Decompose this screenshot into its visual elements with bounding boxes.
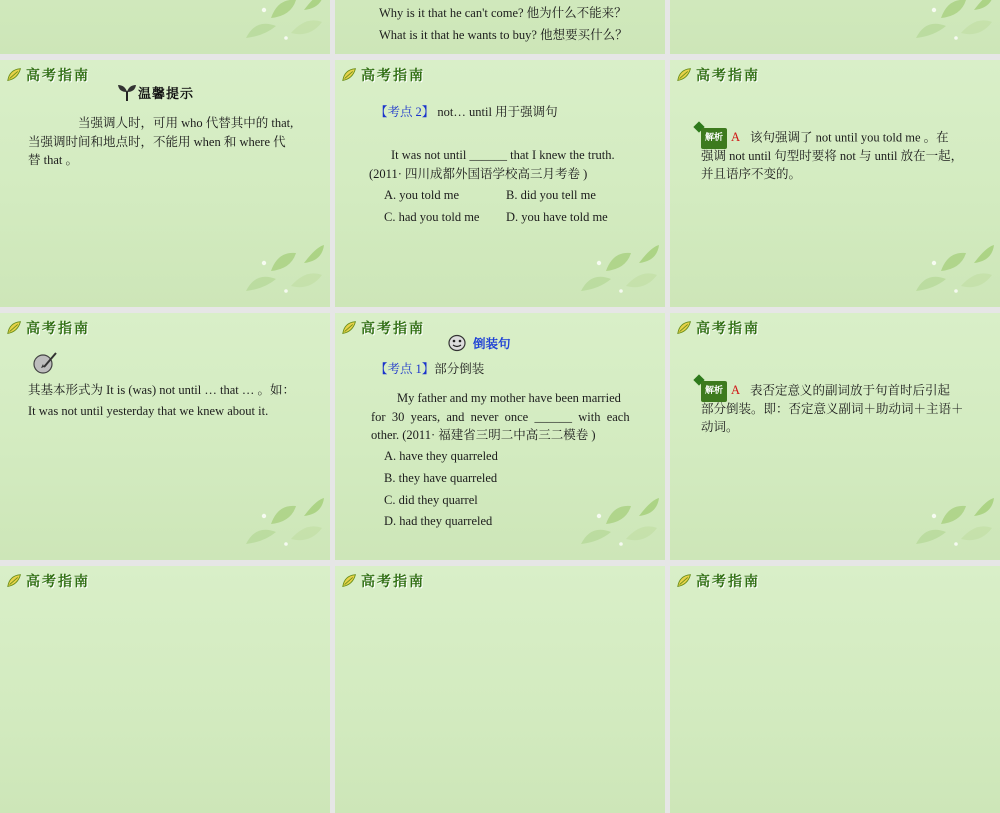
slide-analysis-2 — [670, 313, 1000, 560]
leaf-logo-icon — [341, 319, 359, 337]
question-line-2: for 30 years, and never once ______ with each — [371, 410, 630, 424]
analysis-line-1: 解析 A 表否定意义的副词放于句首时后引起 — [701, 381, 950, 402]
header-title: 高考指南 — [696, 574, 760, 590]
answer-letter: A — [731, 383, 741, 398]
header-title: 高考指南 — [361, 574, 425, 590]
header-title: 高考指南 — [361, 68, 425, 84]
leaf-logo-icon — [676, 66, 694, 84]
slide-header — [341, 65, 425, 85]
slide-form — [0, 313, 330, 560]
analysis-line-3: 并且语序不变的。 — [701, 167, 802, 181]
header-title: 高考指南 — [696, 321, 760, 337]
answer-letter: A — [731, 130, 741, 145]
option-b: B. they have quarreled — [384, 471, 498, 485]
smiley-icon — [447, 334, 467, 352]
slide-header — [676, 571, 760, 591]
slide-header — [6, 318, 90, 338]
slide-analysis-1 — [670, 60, 1000, 307]
slide-kaodian-1 — [335, 313, 665, 560]
option-b: B. did you tell me — [506, 188, 596, 202]
option-c: C. did they quarrel — [384, 493, 478, 507]
slide-header — [676, 318, 760, 338]
leaf-decoration-icon — [906, 0, 996, 48]
leaf-logo-icon — [341, 572, 359, 590]
question-line-3: other. (2011· 福建省三明二中高三二模卷 ) — [371, 428, 596, 442]
leaf-logo-icon — [6, 66, 24, 84]
header-title: 高考指南 — [361, 321, 425, 337]
option-d: D. you have told me — [506, 210, 608, 224]
slide-header — [341, 571, 425, 591]
slide-top-left — [0, 0, 330, 54]
analysis-line-2: 部分倒装。即：否定意义副词＋助动词＋主语＋ — [701, 402, 964, 416]
leaf-logo-icon — [6, 319, 24, 337]
option-c: C. had you told me — [384, 210, 480, 224]
analysis-tag: 解析 — [701, 128, 727, 149]
tip-title: 温馨提示 — [138, 86, 195, 102]
tip-line-1: 当强调人时，可用 who 代替其中的 that, — [78, 116, 294, 130]
slide-tip — [0, 60, 330, 307]
slide-kaodian-2 — [335, 60, 665, 307]
slide-bottom-right — [670, 566, 1000, 813]
slide-header — [341, 318, 425, 338]
tip-heading — [116, 82, 194, 102]
header-title: 高考指南 — [26, 321, 90, 337]
option-d: D. had they quarreled — [384, 514, 493, 528]
example-line-1: Why is it that he can't come? 他为什么不能来？ — [379, 6, 627, 20]
tip-line-2: 当强调时间和地点时，不能用 when 和 where 代 — [28, 135, 286, 149]
pencil-icon — [32, 351, 58, 375]
analysis-line-2: 强调 not until 句型时要将 not 与 until 放在一起， — [701, 149, 964, 163]
analysis-tag: 解析 — [701, 381, 727, 402]
leaf-logo-icon — [676, 572, 694, 590]
example-line-2: What is it that he wants to buy? 他想要买什么？ — [379, 28, 628, 42]
question-text: It was not until ______ that I knew the truth. — [391, 148, 615, 162]
slide-bottom-left — [0, 566, 330, 813]
analysis-line-1: 解析 A 该句强调了 not until you told me 。在 — [701, 128, 949, 149]
leaf-decoration-icon — [906, 241, 996, 301]
leaf-decoration-icon — [236, 0, 326, 48]
option-a: A. you told me — [384, 188, 459, 202]
slide-header — [676, 65, 760, 85]
leaf-decoration-icon — [906, 494, 996, 554]
leaf-decoration-icon — [236, 241, 326, 301]
header-title: 高考指南 — [26, 574, 90, 590]
analysis-line-3: 动词。 — [701, 420, 739, 434]
header-title: 高考指南 — [26, 68, 90, 84]
sprout-icon — [116, 82, 138, 102]
leaf-decoration-icon — [236, 494, 326, 554]
slide-top-right — [670, 0, 1000, 54]
leaf-logo-icon — [341, 66, 359, 84]
question-line-1: My father and my mother have been married — [397, 391, 621, 405]
section-title: 倒装句 — [473, 336, 511, 351]
form-line-2: It was not until yesterday that we knew about it. — [28, 404, 269, 418]
kaodian-label: 【考点 2】 not… until 用于强调句 — [375, 105, 558, 119]
leaf-decoration-icon — [571, 241, 661, 301]
form-line-1: 其基本形式为 It is (was) not until … that … 。如： — [28, 383, 295, 397]
leaf-decoration-icon — [571, 494, 661, 554]
leaf-logo-icon — [6, 572, 24, 590]
header-title: 高考指南 — [696, 68, 760, 84]
slide-header — [6, 571, 90, 591]
slide-top-middle — [335, 0, 665, 54]
option-a: A. have they quarreled — [384, 449, 498, 463]
leaf-logo-icon — [676, 319, 694, 337]
slide-header — [6, 65, 90, 85]
slide-bottom-middle — [335, 566, 665, 813]
question-source: (2011· 四川成都外国语学校高三月考卷 ) — [369, 167, 588, 181]
tip-line-3: 替 that 。 — [28, 153, 78, 167]
kaodian-label: 【考点 1】部分倒装 — [375, 362, 485, 376]
section-heading — [447, 334, 511, 352]
